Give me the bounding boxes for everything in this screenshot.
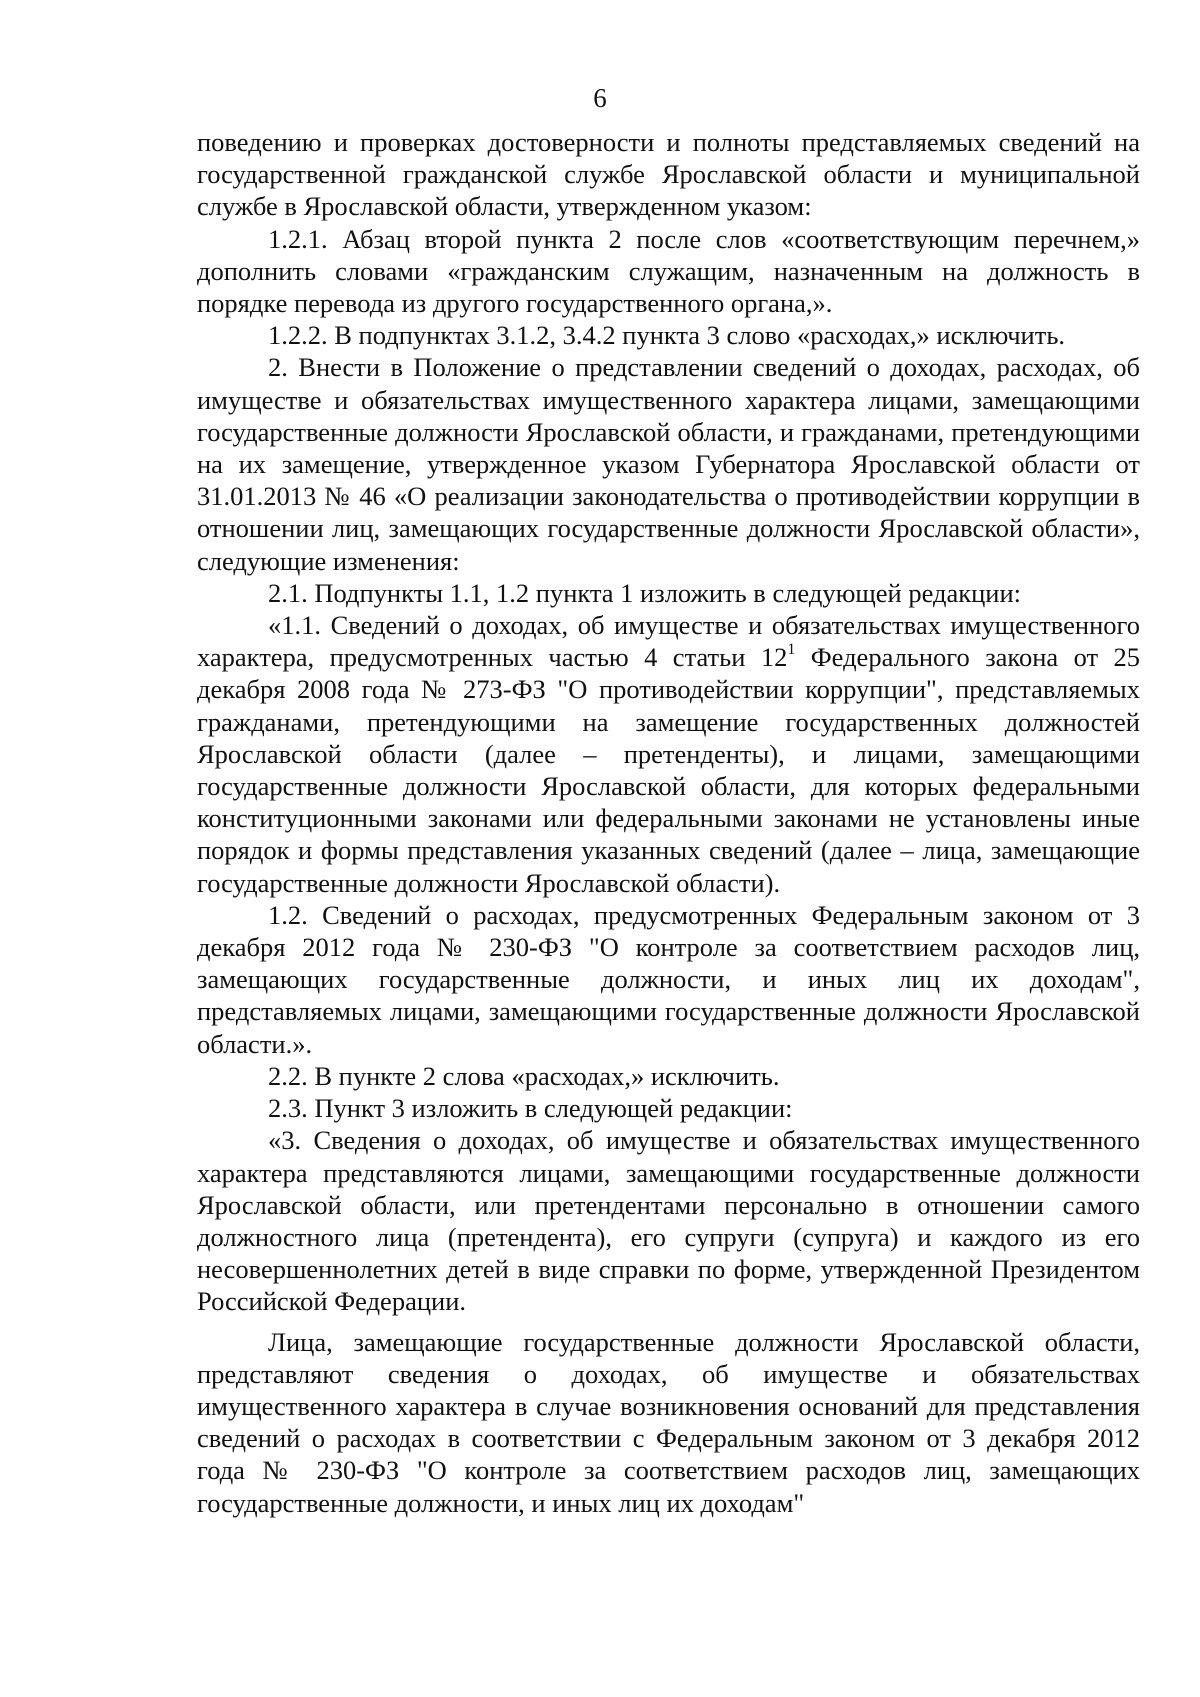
paragraph-1-2-1: 1.2.1. Абзац второй пункта 2 после слов «соответствующим перечнем,» дополнить словами «гражданским служащим, назначенным на должность в порядке перевода из другого государственного органа,». bbox=[197, 223, 1140, 319]
paragraph-1-2-quote: 1.2. Сведений о расходах, предусмотренных Федеральным законом от 3 декабря 2012 года № 230-ФЗ "О контроле за соответствием расходов лиц, замещающих государственные должности, и иных лиц их доходам", представляемых лицами, замещающими государственные должности Ярославской области.». bbox=[197, 899, 1140, 1059]
paragraph-continuation: поведению и проверках достоверности и полноты представляемых сведений на государственной гражданской службе Ярославской области и муниципальной службе в Ярославской области, утвержденном указом: bbox=[197, 127, 1140, 222]
paragraph-1-2-2: 1.2.2. В подпунктах 3.1.2, 3.4.2 пункта 3 слово «расходах,» исключить. bbox=[268, 320, 1066, 351]
paragraph-3-quote: «3. Сведения о доходах, об имуществе и обязательствах имущественного характера представляются лицами, замещающими государственные должности Ярославской области, или претендентами персонально в отношении самого должностного лица (претендента), его супруги (супруга) и каждого из его несовершеннолетних детей в виде справки по форме, утвержденной Президентом Российской Федерации. bbox=[197, 1125, 1140, 1317]
paragraph-1-1-text-cont: Федерального закона от 25 декабря 2008 года № 273-ФЗ "О противодействии коррупции", представляемых гражданами, претендующими на замещение государственных должностей Ярославской области (далее – претенденты), и лицами, замещающими государственные должности Ярославской области, для которых федеральными конституционными законами или федеральными законами не установлены иные порядок и формы представления указанных сведений (далее – лица, замещающие государственные должности Ярославской области). bbox=[197, 642, 1140, 898]
document-body bbox=[197, 126, 1140, 1519]
paragraph-2-2: 2.2. В пункте 2 слова «расходах,» исключить. bbox=[268, 1060, 780, 1091]
paragraph-2: 2. Внести в Положение о представлении сведений о доходах, расходах, об имуществе и обязательствах имущественного характера лицами, замещающими государственные должности Ярославской области, и гражданами, претендующими на их замещение, утвержденное указом Губернатора Ярославской области от 31.01.2013 № 46 «О реализации законодательства о противодействии коррупции в отношении лиц, замещающих государственные должности Ярославской области», следующие изменения: bbox=[197, 352, 1140, 576]
paragraph-2-1: 2.1. Подпункты 1.1, 1.2 пункта 1 изложить в следующей редакции: bbox=[268, 577, 1022, 608]
paragraph-persons: Лица, замещающие государственные должности Ярославской области, представляют сведения о доходах, об имуществе и обязательствах имущественного характера в случае возникновения оснований для представления сведений о расходах в соответствии с Федеральным законом от 3 декабря 2012 года № 230-ФЗ "О контроле за соответствием расходов лиц, замещающих государственные должности, и иных лиц их доходам" bbox=[197, 1326, 1140, 1518]
page-number: 6 bbox=[593, 83, 607, 113]
paragraph-2-3: 2.3. Пункт 3 изложить в следующей редакции: bbox=[268, 1093, 793, 1124]
paragraph-1-1-text: «1.1. Сведений о доходах, об имуществе и обязательствах имущественного характера, предусмотренных частью 4 статьи 12 bbox=[197, 610, 1140, 673]
paragraph-1-1-quote bbox=[197, 609, 1140, 899]
article-superscript: 1 bbox=[787, 641, 796, 659]
